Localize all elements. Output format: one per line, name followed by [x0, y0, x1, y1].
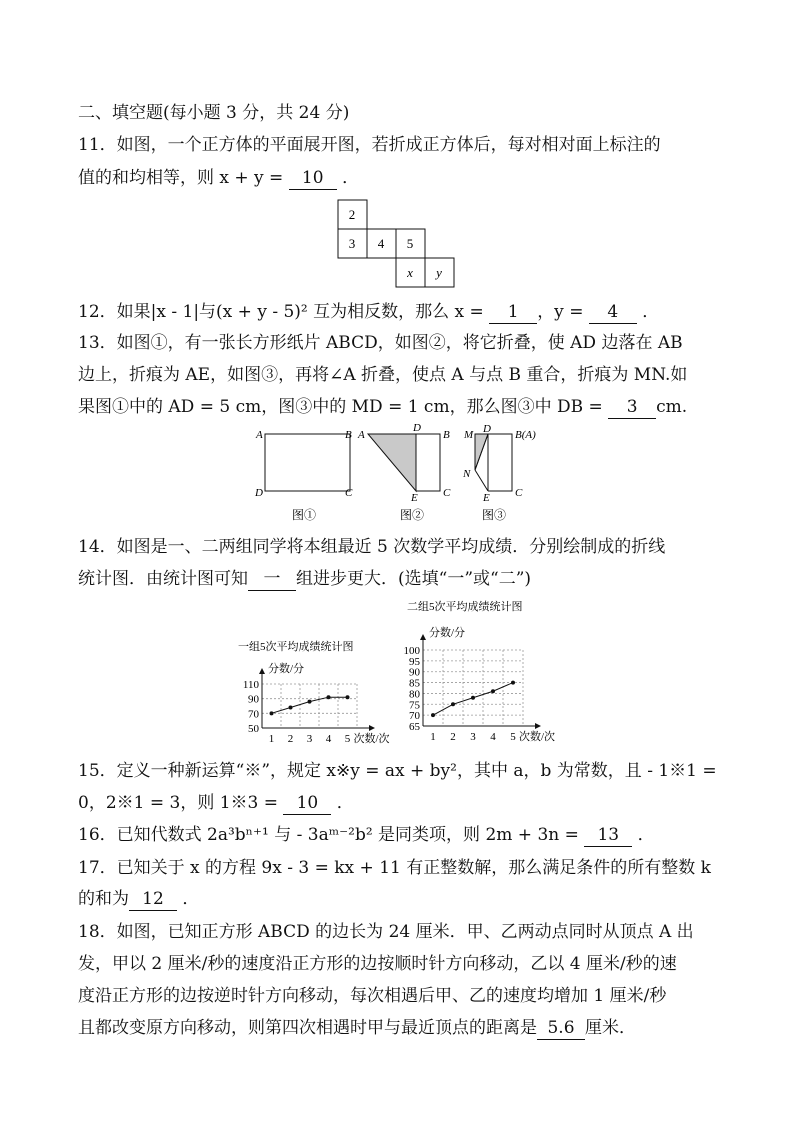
q14-end: 组进步更大．(选填“一”或“二”)	[296, 569, 532, 589]
fig1-label: C	[345, 487, 353, 499]
q11-answer: 10	[289, 167, 337, 190]
q12-text: 12．如果|x - 1|与(x + y - 5)² 互为相反数，那么 x =	[78, 302, 490, 322]
y-tick-label: 110	[242, 679, 259, 691]
fig3-label: E	[483, 492, 490, 504]
net-label: x	[407, 265, 413, 280]
fig3-crease	[475, 470, 488, 491]
x-tick-label: 4	[325, 733, 332, 745]
fig2-caption: 图②	[400, 508, 425, 522]
x-axis-label: 次数/次	[353, 733, 390, 745]
folding-figures	[250, 422, 540, 526]
x-tick-label: 5	[510, 731, 516, 743]
q18-end: 厘米．	[585, 1018, 636, 1038]
fig3-label: D	[483, 423, 491, 435]
q11-line2	[78, 167, 359, 190]
figure-2	[357, 422, 451, 522]
fig2-label: E	[411, 492, 418, 504]
x-axis-arrow	[535, 723, 541, 729]
q16-end: ．	[632, 825, 655, 845]
q14-answer: 一	[248, 568, 296, 591]
q18-line2: 发，甲以 2 厘米/秒的速度沿正方形的边按顺时针方向移动，乙以 4 厘米/秒的速	[78, 954, 677, 974]
q11-text: 值的和均相等，则 x + y =	[78, 168, 289, 188]
fig3-label: M	[464, 429, 474, 441]
x-tick-label: 2	[450, 731, 456, 743]
q14-line2	[78, 568, 531, 591]
x-tick-label: 2	[287, 733, 294, 745]
fig3-label: B(A)	[515, 429, 536, 441]
q16-answer: 13	[584, 824, 632, 847]
data-point	[471, 696, 475, 700]
q15-end: ．	[331, 793, 354, 813]
data-point	[451, 702, 455, 706]
figure-3	[462, 423, 536, 522]
net-label: 5	[406, 236, 414, 251]
net-label: 3	[348, 236, 356, 251]
y-tick-label: 80	[409, 688, 420, 701]
x-tick-label: 1	[430, 731, 436, 743]
data-point	[289, 705, 293, 709]
figure-1	[254, 429, 353, 522]
x-tick-label: 1	[268, 733, 275, 745]
q12-line	[78, 301, 659, 324]
data-point	[511, 681, 515, 685]
x-axis-label: 次数/次	[519, 731, 556, 743]
y-tick-label: 85	[409, 677, 420, 690]
section-title: 二、填空题(每小题 3 分，共 24 分)	[78, 103, 350, 123]
y-tick-label: 65	[409, 721, 420, 733]
fig1-label: A	[256, 429, 263, 441]
q15-text: 0，2※1 = 3，则 1※3 =	[78, 793, 284, 813]
q17-text: 的和为	[78, 889, 129, 909]
q12-end: ．	[636, 302, 660, 322]
data-point	[327, 695, 331, 699]
data-point	[491, 689, 495, 693]
q11-end: ．	[336, 168, 360, 188]
q18-line4	[78, 1017, 636, 1040]
fig1-caption: 图①	[292, 508, 317, 522]
q18-line1: 18．如图，已知正方形 ABCD 的边长为 24 厘米．甲、乙两动点同时从顶点 A 出	[78, 922, 694, 942]
q13-text: 果图①中的 AD = 5 cm，图③中的 MD = 1 cm，那么图③中 DB =	[78, 397, 609, 417]
chart-title: 二组5次平均成绩统计图	[407, 601, 523, 613]
cube-net-figure	[336, 198, 460, 288]
data-point	[431, 713, 435, 717]
fig1-label: B	[345, 429, 352, 441]
fig3-label: C	[515, 487, 523, 499]
y-tick-label: 70	[248, 708, 259, 721]
fig2-label: B	[443, 429, 450, 441]
q12-answer-x: 1	[489, 301, 537, 324]
net-label: 4	[377, 236, 385, 251]
y-axis-label: 分数/分	[268, 663, 305, 675]
fig2-label: C	[443, 487, 451, 499]
fig3-caption: 图③	[482, 508, 507, 522]
q18-answer: 5.6	[537, 1017, 585, 1040]
q17-end: ．	[177, 889, 200, 909]
fig2-label: A	[358, 429, 365, 441]
y-tick-label: 70	[409, 710, 420, 723]
chart-group-1	[230, 636, 405, 748]
chart-group-2	[395, 600, 565, 750]
x-tick-label: 3	[306, 733, 313, 745]
y-tick-label: 50	[248, 723, 259, 735]
net-label: y	[436, 265, 442, 280]
q13-end: cm.	[656, 397, 688, 417]
q18-line3: 度沿正方形的边按逆时针方向移动，每次相遇后甲、乙的速度均增加 1 厘米/秒	[78, 986, 667, 1006]
fig2-shaded-triangle	[368, 434, 416, 491]
x-axis-arrow	[369, 725, 375, 731]
x-tick-label: 5	[344, 733, 351, 745]
q13-answer: 3	[608, 396, 656, 419]
y-axis-label: 分数/分	[429, 627, 466, 639]
q17-line2	[78, 888, 199, 911]
fig1-label: D	[255, 487, 263, 499]
q13-line3	[78, 396, 687, 419]
q16-line	[78, 824, 655, 847]
q12-answer-y: 4	[589, 301, 637, 324]
y-tick-label: 95	[409, 655, 420, 668]
fig1-rectangle	[265, 434, 350, 491]
y-tick-label: 100	[403, 645, 420, 657]
y-tick-label: 90	[409, 666, 420, 679]
y-tick-label: 90	[248, 693, 259, 706]
q13-line1: 13．如图①，有一张长方形纸片 ABCD，如图②，将它折叠，使 AD 边落在 AB	[78, 333, 683, 353]
q12-mid: ，y =	[537, 302, 589, 322]
x-tick-label: 3	[470, 731, 476, 743]
x-tick-label: 4	[490, 731, 496, 743]
net-label: 2	[348, 207, 356, 222]
chart-title: 一组5次平均成绩统计图	[238, 641, 354, 653]
q11-line1: 11．如图，一个正方体的平面展开图，若折成正方体后，每对相对面上标注的	[78, 135, 661, 155]
q18-text: 且都改变原方向移动，则第四次相遇时甲与最近顶点的距离是	[78, 1018, 537, 1038]
data-point	[270, 711, 274, 715]
q17-line1: 17．已知关于 x 的方程 9x - 3 = kx + 11 有正整数解，那么满足条件的所有整数 k	[78, 858, 711, 878]
data-point	[346, 695, 350, 699]
fig2-label: D	[413, 422, 421, 434]
data-point	[308, 700, 312, 704]
q17-answer: 12	[129, 888, 177, 911]
q15-answer: 10	[283, 792, 331, 815]
q14-line1: 14．如图是一、二两组同学将本组最近 5 次数学平均成绩．分别绘制成的折线	[78, 537, 666, 557]
q15-line2	[78, 792, 354, 815]
q15-line1: 15．定义一种新运算“※”，规定 x※y = ax + by²，其中 a，b 为常数，且 - 1※1 =	[78, 761, 717, 781]
y-axis-arrow	[420, 634, 426, 640]
y-axis-arrow	[259, 668, 265, 674]
y-tick-label: 75	[409, 699, 420, 712]
fig3-label: N	[463, 468, 471, 480]
q13-line2: 边上，折痕为 AE，如图③，再将∠A 折叠，使点 A 与点 B 重合，折痕为 MN.如	[78, 365, 688, 385]
q16-text: 16．已知代数式 2a³bⁿ⁺¹ 与 - 3aᵐ⁻²b² 是同类项，则 2m + 3n =	[78, 825, 585, 845]
q14-text: 统计图．由统计图可知	[78, 569, 248, 589]
